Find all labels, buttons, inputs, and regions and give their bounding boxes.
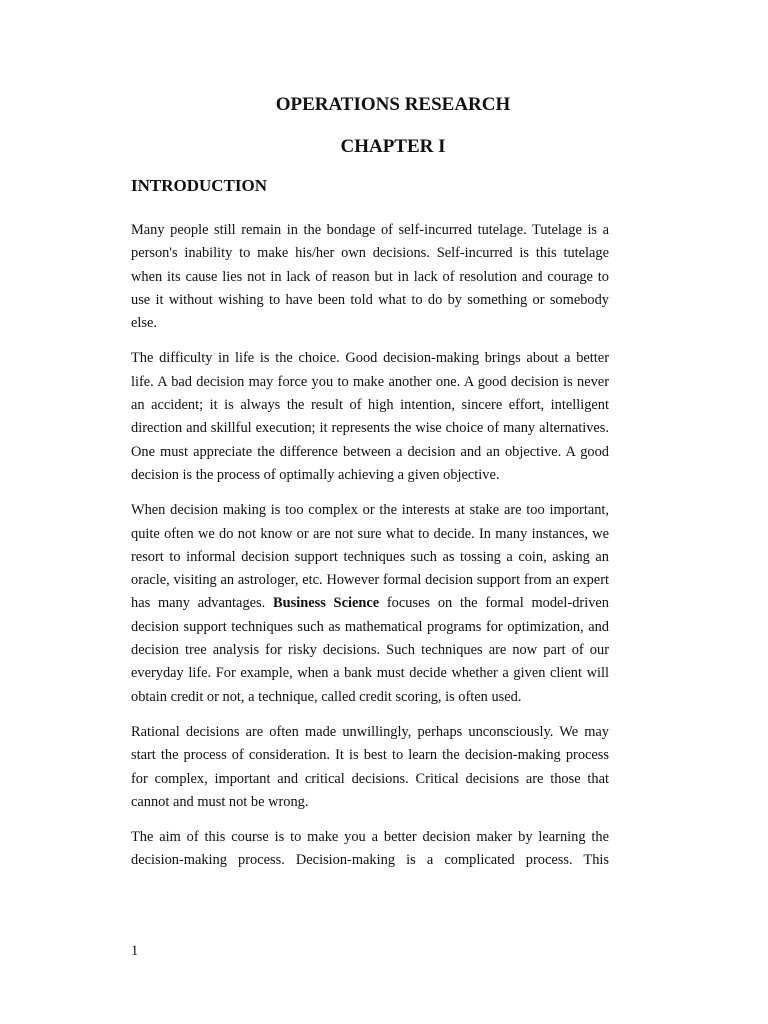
section-heading: INTRODUCTION xyxy=(131,176,268,195)
paragraph-3-part-1: When decision making is too complex or the interests at stake are too important, quite often we do not know or are not sure what to decide. In many instances, we resort to informal decision support techniques such as tossing a coin, asking an oracle, visiting an astrologer, etc. However formal decision support from an expert has many advantages. xyxy=(131,502,609,612)
paragraph-2: The difficulty in life is the choice. Good decision-making brings about a better life. A bad decision may force you to make another one. A good decision is never an accident; it is always the result of high intention, sincere effort, intelligent direction and skillful execution; it represents the wise choice of many alternatives. One must appreciate the difference between a decision and an objective. A good decision is the process of optimally achieving a given objective. xyxy=(131,350,609,483)
chapter-title: CHAPTER I xyxy=(340,136,446,157)
paragraph-4: Rational decisions are often made unwillingly, perhaps unconsciously. We may start the process of consideration. It is best to learn the decision-making process for complex, important and critical decisions. Critical decisions are those that cannot and must not be wrong. xyxy=(131,723,609,810)
body-text xyxy=(131,219,609,885)
paragraph-5: The aim of this course is to make you a better decision maker by learning the decision-making process. Decision-making is a complicated process. This xyxy=(131,829,609,869)
paragraph-3-part-2: focuses on the formal model-driven decision support techniques such as mathematical programs for optimization, and decision tree analysis for risky decisions. Such techniques are now part of our everyday life. For example, when a bank must decide whether a given client will obtain credit or not, a technique, called credit scoring, is often used. xyxy=(131,595,609,705)
page-number: 1 xyxy=(131,943,139,959)
bold-term-business-science: Business Science xyxy=(273,595,380,612)
document-title: OPERATIONS RESEARCH xyxy=(275,94,511,115)
paragraph-1: Many people still remain in the bondage of self-incurred tutelage. Tutelage is a person's inability to make his/her own decisions. Self-incurred is this tutelage when its cause lies not in lack of reason but in lack of resolution and courage to use it without wishing to have been told what to do by something or somebody else. xyxy=(131,222,609,332)
paragraph-3 xyxy=(131,499,609,709)
